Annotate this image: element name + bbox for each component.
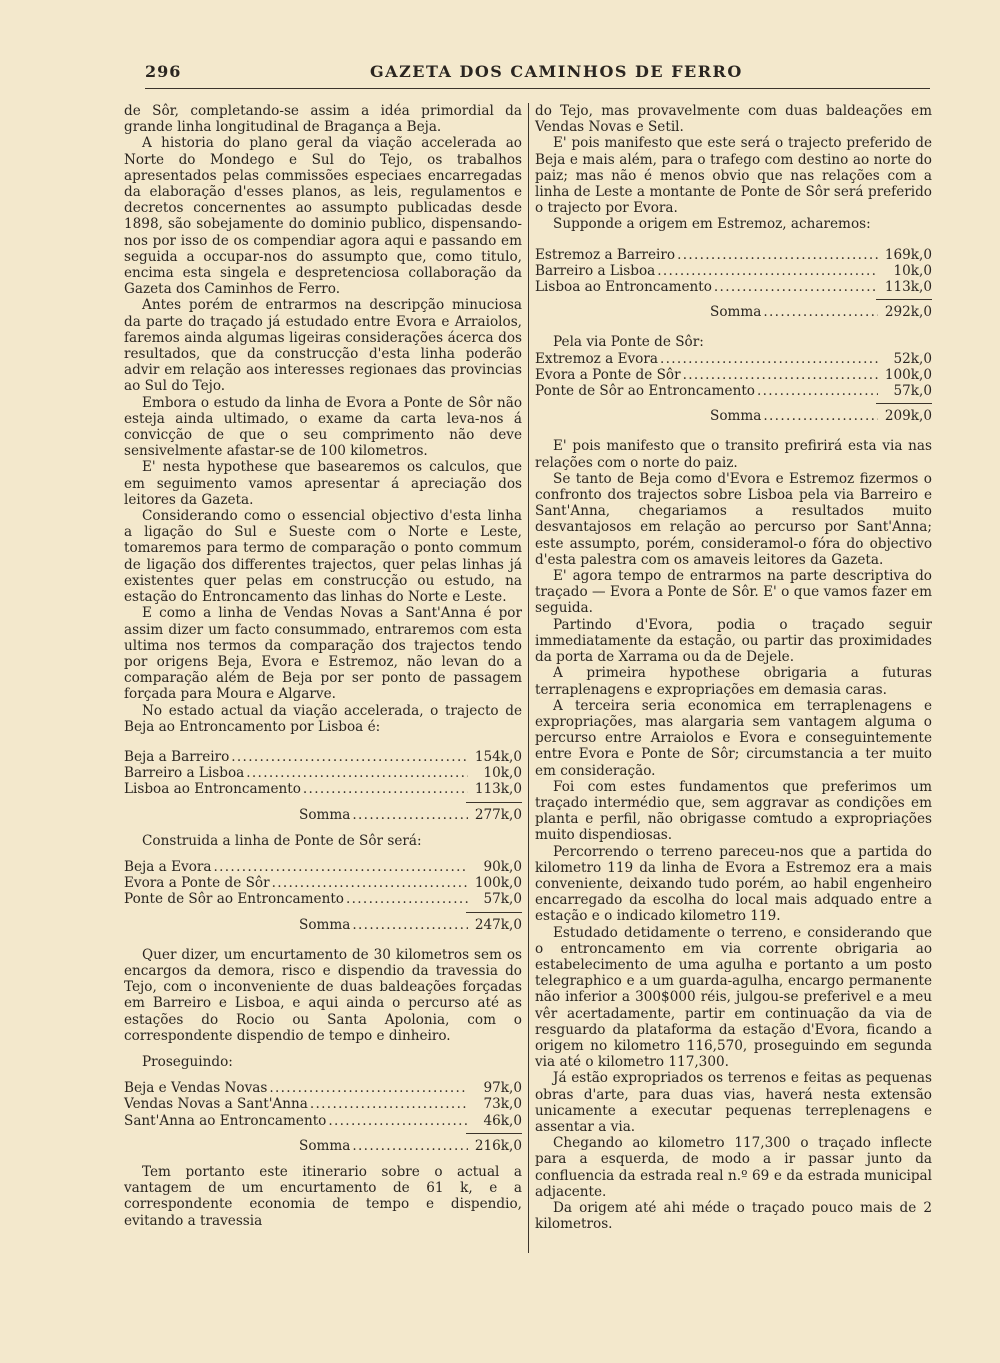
journal-title: GAZETA DOS CAMINHOS DE FERRO xyxy=(370,62,743,81)
distance-table-ponte-de-sor xyxy=(124,859,522,933)
paragraph: Estudado detidamente o terreno, e considerando que o entroncamento em via corrente obrigaria ao estabelecimento de uma agulha e portanto a um posto telegraphico e a um guarda-agulha, encargo permanente não inferior a 300$000 réis, julgou-se preferivel e a meu vêr acertadamente, partir em continuação da via de resguardo da plataforma da estação d'Evora, ficando a origem no kilometro 116,570, proseguindo em segunda via até o kilometro 117,300. xyxy=(535,924,932,1071)
paragraph: Chegando ao kilometro 117,300 o traçado inflecte para a esquerda, de modo a ir passar junto da confluencia da estrada real n.º 69 e da estrada municipal adjacente. xyxy=(535,1135,932,1200)
sum-row: Somma . . . 292k,0 xyxy=(710,304,932,320)
table-row: Ponte de Sôr ao Entroncamento . . . 57k,0 xyxy=(535,383,932,399)
paragraph: Percorrendo o terreno pareceu-nos que a partida do kilometro 119 da linha de Evora a Estremoz era a mais conveniente, deixando tudo porém, ao habil engenheiro encarregado da escolha do local mais adquado entre a estação e o indicado kilometro 119. xyxy=(535,843,932,925)
sum-rule xyxy=(876,299,932,300)
left-column xyxy=(124,103,522,1229)
sum-rule xyxy=(466,802,522,803)
paragraph: Quer dizer, um encurtamento de 30 kilometros sem os encargos da demora, risco e dispendio da travessia do Tejo, com o inconveniente de duas baldeações forçadas em Barreiro e Lisboa, e aqui ainda o percurso até as estações do Rocio ou Santa Apolonia, com o correspondente dispendio de tempo e dinheiro. xyxy=(124,946,522,1044)
table-row: Evora a Ponte de Sôr . . . 100k,0 xyxy=(124,875,522,891)
sum-row: Somma . . . 209k,0 xyxy=(710,408,932,424)
table-row: Estremoz a Barreiro . . . 169k,0 xyxy=(535,247,932,263)
paragraph: A terceira seria economica em terraplenagens e expropriações, mas alargaria sem vantagem alguma o percurso entre Arraiolos e Evora e conseguintemente entre Evora e Ponte de Sôr; circumstancia a ter muito em consideração. xyxy=(535,697,932,779)
paragraph: Supponde a origem em Estremoz, acharemos: xyxy=(553,216,871,233)
table-row: Beja a Barreiro . . . 154k,0 xyxy=(124,749,522,765)
table-row: Beja a Evora . . . 90k,0 xyxy=(124,859,522,875)
table-row: Sant'Anna ao Entroncamento . . . 46k,0 xyxy=(124,1113,522,1129)
paragraph: E' pois manifesto que este será o trajecto preferido de Beja e mais além, para o trafego com destino ao norte do paiz; mas não é menos obvio que nas relações com a linha de Leste a montante de Ponte de Sôr será preferido o trajecto por Evora. xyxy=(535,135,932,217)
distance-table-estremoz xyxy=(535,247,932,321)
distance-table-estremoz-ponte-de-sor xyxy=(535,351,932,425)
paragraph: No estado actual da viação accelerada, o trajecto de Beja ao Entroncamento por Lisboa é: xyxy=(124,702,522,735)
table-row: Vendas Novas a Sant'Anna . . . 73k,0 xyxy=(124,1096,522,1112)
paragraph: A primeira hypothese obrigaria a futuras terraplenagens e expropriações em demasia caras. xyxy=(535,665,932,698)
paragraph: E como a linha de Vendas Novas a Sant'Anna é por assim dizer um facto consummado, entraremos com esta ultima nos termos da comparação dos trajectos tendo por origens Beja, Evora e Estremoz, não levan do a comparação além de Beja por ser ponto de passagem forçada para Moura e Algarve. xyxy=(124,605,522,703)
header-rule xyxy=(145,88,930,89)
table-intro: Pela via Ponte de Sôr: xyxy=(553,334,704,351)
sum-rule xyxy=(466,912,522,913)
table-intro: Proseguindo: xyxy=(142,1053,233,1070)
paragraph: Se tanto de Beja como d'Evora e Estremoz fizermos o confronto dos trajectos sobre Lisboa pela via Barreiro e Sant'Anna, chegariamos a resultados muito desvantajosos em relação ao percurso por Sant'Anna; este assumpto, porém, consideramol-o fóra do objectivo d'esta palestra com os amaveis leitores da Gazeta. xyxy=(535,470,932,568)
paragraph: Antes porém de entrarmos na descripção minuciosa da parte do traçado já estudado entre Evora e Arraiolos, faremos ainda algumas ligeiras considerações ácerca dos resultados, que da construcção d'esta linha poderão advir em relação aos interesses regionaes das provincias ao Sul do Tejo. xyxy=(124,297,522,395)
column-divider xyxy=(528,103,529,1253)
paragraph: Partindo d'Evora, podia o traçado seguir immediatamente da estação, ou partir das proximidades da porta de Xarrama ou da de Dejele. xyxy=(535,616,932,666)
paragraph: do Tejo, mas provavelmente com duas baldeações em Vendas Novas e Setil. xyxy=(535,103,932,136)
paragraph: Da origem até ahi méde o traçado pouco mais de 2 kilometros. xyxy=(535,1200,932,1233)
paragraph: E' agora tempo de entrarmos na parte descriptiva do traçado — Evora a Ponte de Sôr. E' o que vamos fazer em seguida. xyxy=(535,568,932,617)
sum-row: Somma . . . 216k,0 xyxy=(299,1138,522,1154)
paragraph: E' pois manifesto que o transito prefirirá esta via nas relações com o norte do paiz. xyxy=(535,438,932,471)
table-row: Lisboa ao Entroncamento . . . 113k,0 xyxy=(535,279,932,295)
sum-row: Somma . . . 277k,0 xyxy=(299,807,522,823)
page-number: 296 xyxy=(145,62,182,81)
distance-table-lisboa xyxy=(124,749,522,823)
table-row: Evora a Ponte de Sôr . . . 100k,0 xyxy=(535,367,932,383)
table-row: Lisboa ao Entroncamento . . . 113k,0 xyxy=(124,781,522,797)
paragraph: Considerando como o essencial objectivo d'esta linha a ligação do Sul e Sueste com o Norte e Leste, tomaremos para termo de comparação o ponto commum de ligação dos differentes trajectos, quer pelas linhas já existentes quer pelas em construcção ou estudo, na estação do Entroncamento das linhas do Norte e Leste. xyxy=(124,508,522,606)
table-row: Extremoz a Evora . . . 52k,0 xyxy=(535,351,932,367)
sum-row: Somma . . . 247k,0 xyxy=(299,917,522,933)
paragraph: Foi com estes fundamentos que preferimos um traçado intermédio que, sem aggravar as condições em planta e perfil, não obrigasse comtudo a expropriações muito dispendiosas. xyxy=(535,778,932,844)
table-row: Beja e Vendas Novas . . . 97k,0 xyxy=(124,1080,522,1096)
table-row: Barreiro a Lisboa . . . 10k,0 xyxy=(535,263,932,279)
distance-table-vendas-novas xyxy=(124,1080,522,1154)
table-row: Ponte de Sôr ao Entroncamento . . . 57k,0 xyxy=(124,891,522,907)
sum-rule xyxy=(466,1133,522,1134)
paragraph: Embora o estudo da linha de Evora a Ponte de Sôr não esteja ainda ultimado, o exame da carta leva-nos á convicção de que o seu comprimento não deve sensivelmente afastar-se de 100 kilometros. xyxy=(124,394,522,460)
right-column xyxy=(535,103,932,1232)
table-row: Barreiro a Lisboa . . . 10k,0 xyxy=(124,765,522,781)
sum-rule xyxy=(876,403,932,404)
paragraph: Já estão expropriados os terrenos e feitas as pequenas obras d'arte, para duas vias, haverá nesta extensão unicamente a executar pequenas terreplenagens e assentar a via. xyxy=(535,1070,932,1135)
paragraph: Tem portanto este itinerario sobre o actual a vantagem de um encurtamento de 61 k, e a correspondente economia de tempo e dispendio, evitando a travessia xyxy=(124,1163,522,1229)
paragraph: A historia do plano geral da viação accelerada ao Norte do Mondego e Sul do Tejo, os trabalhos apresentados pelas commissões especiaes encarregadas da elaboração d'esses planos, as leis, regulamentos e decretos concernentes ao assumpto publicadas desde 1898, são sobejamente do dominio publico, dispensando-nos por isso de os compendiar agora aqui e passando em seguida a occupar-nos do assumpto que, como titulo, encima esta singela e despretenciosa collaboração da Gazeta dos Caminhos de Ferro. xyxy=(124,135,522,298)
table-intro: Construida a linha de Ponte de Sôr será: xyxy=(142,832,422,849)
page-header xyxy=(145,62,930,86)
paragraph: de Sôr, completando-se assim a idéa primordial da grande linha longitudinal de Bragança a Beja. xyxy=(124,103,522,136)
paragraph: E' nesta hypothese que basearemos os calculos, que em seguimento vamos apresentar á apreciação dos leitores da Gazeta. xyxy=(124,459,522,508)
